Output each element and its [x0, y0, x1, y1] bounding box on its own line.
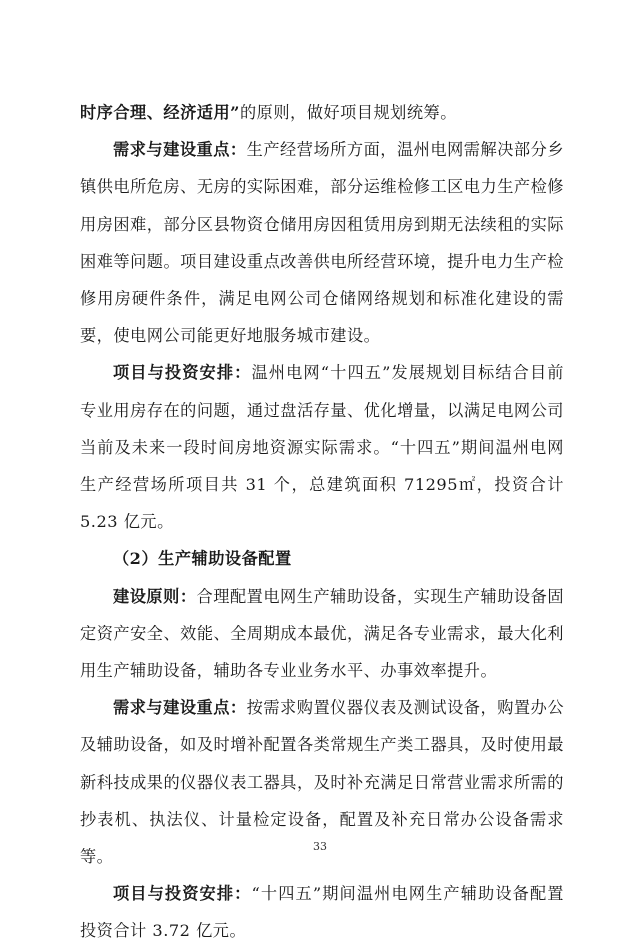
- section2-investment-label: 项目与投资安排：: [113, 884, 252, 904]
- continuation-paragraph: [80, 94, 564, 131]
- section2-principle-text: 合理配置电网生产辅助设备，实现生产辅助设备固定资产安全、效能、全周期成本最优，满足各专业需求，最大化利用生产辅助设备，辅助各专业业务水平、办事效率提升。: [80, 586, 565, 681]
- section1-investment-text: 温州电网“十四五”发展规划目标结合目前专业用房存在的问题，通过盘活存量、优化增量，以满足电网公司当前及未来一段时间房地资源实际需求。“十四五”期间温州电网生产经营场所项目共 31 个，总建筑面积 71295㎡，投资合计 5.23 亿元。: [80, 363, 564, 532]
- section2-investment-paragraph: [80, 875, 564, 949]
- section2-heading: （2）生产辅助设备配置: [113, 549, 292, 569]
- section2-principle-label: 建设原则：: [113, 586, 197, 606]
- section1-investment-label: 项目与投资安排：: [113, 363, 252, 383]
- section1-investment-paragraph: [80, 354, 564, 540]
- section2-principle-paragraph: [80, 578, 564, 690]
- page-number: 33: [313, 840, 327, 853]
- continuation-bold: 时序合理、经济适用”: [80, 103, 240, 122]
- section1-demand-label: 需求与建设重点：: [113, 140, 247, 160]
- section1-demand-paragraph: [80, 131, 564, 354]
- section2-demand-label: 需求与建设重点：: [113, 698, 247, 718]
- section2-demand-text: 按需求购置仪器仪表及测试设备，购置办公及辅助设备，如及时增补配置各类常规生产类工器具，及时使用最新科技成果的仪器仪表工器具，及时补充满足日常营业需求所需的抄表机、执法仪、计量检定设备，配置及补充日常办公设备需求等。: [80, 698, 565, 867]
- section1-demand-text: 生产经营场所方面，温州电网需解决部分乡镇供电所危房、无房的实际困难，部分运维检修工区电力生产检修用房困难，部分区县物资仓储用房因租赁用房到期无法续租的实际困难等问题。项目建设重点改善供电所经营环境，提升电力生产检修用房硬件条件，满足电网公司仓储网络规划和标准化建设的需要，使电网公司能更好地服务城市建设。: [80, 140, 565, 346]
- continuation-text: 的原则，做好项目规划统筹。: [240, 103, 457, 122]
- section2-investment-text: “十四五”期间温州电网生产辅助设备配置投资合计 3.72 亿元。: [80, 884, 564, 941]
- document-body: [80, 94, 564, 950]
